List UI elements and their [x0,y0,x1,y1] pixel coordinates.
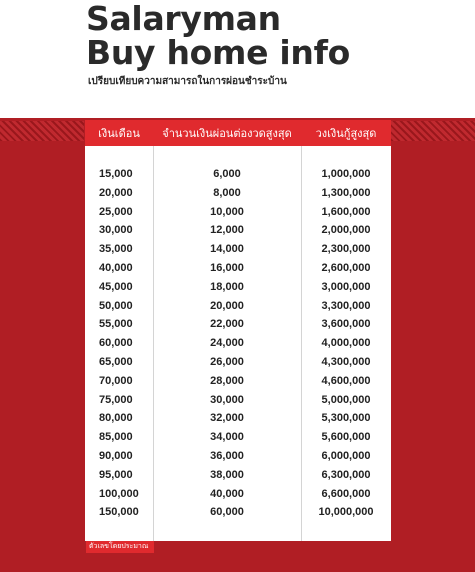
table-row [85,240,391,259]
cell-salary: 70,000 [99,374,133,387]
cell-loan: 2,300,000 [321,243,371,256]
cell-installment: 60,000 [210,506,244,519]
table-row [85,297,391,316]
cell-salary: 60,000 [99,337,133,350]
cell-salary: 35,000 [99,243,133,256]
cell-salary: 55,000 [99,318,133,331]
cell-installment: 10,000 [210,205,244,218]
cell-installment: 20,000 [210,299,244,312]
cell-loan: 6,000,000 [321,449,371,462]
table-row [85,221,391,240]
cell-salary: 30,000 [99,224,133,237]
table-row [85,315,391,334]
cell-loan: 2,600,000 [321,261,371,274]
cell-installment: 14,000 [210,243,244,256]
table-row [85,466,391,485]
table-row [85,259,391,278]
cell-installment: 16,000 [210,261,244,274]
cell-loan: 1,300,000 [321,186,371,199]
cell-salary: 80,000 [99,412,133,425]
table-row [85,184,391,203]
table-row [85,165,391,184]
cell-loan: 6,300,000 [321,468,371,481]
table-row [85,391,391,410]
title-line-1: Salaryman [86,0,281,38]
cell-salary: 90,000 [99,449,133,462]
cell-loan: 5,600,000 [321,431,371,444]
header-salary: เงินเดือน [98,127,140,140]
loan-table [85,120,391,541]
cell-loan: 6,600,000 [321,487,371,500]
hatch-pattern-right [391,121,475,141]
table-row [85,409,391,428]
cell-salary: 40,000 [99,261,133,274]
table-row [85,334,391,353]
cell-salary: 20,000 [99,186,133,199]
cell-installment: 8,000 [213,186,241,199]
cell-installment: 26,000 [210,355,244,368]
cell-loan: 1,000,000 [321,168,371,180]
table-row [85,447,391,466]
cell-salary: 45,000 [99,280,133,293]
cell-salary: 25,000 [99,205,133,218]
footnote-badge: ตัวเลขโดยประมาณ [86,541,154,553]
table-row [85,428,391,447]
header-max-loan: วงเงินกู้สูงสุด [315,127,377,140]
cell-loan: 1,600,000 [321,205,371,218]
table-header [85,120,391,146]
table-row [85,353,391,372]
cell-loan: 3,600,000 [321,318,371,331]
cell-installment: 18,000 [210,280,244,293]
table-row [85,278,391,297]
cell-salary: 85,000 [99,431,133,444]
cell-salary: 65,000 [99,355,133,368]
header-max-installment: จำนวนเงินผ่อนต่องวดสูงสุด [162,127,292,140]
cell-installment: 28,000 [210,374,244,387]
cell-salary: 100,000 [99,487,139,500]
cell-installment: 22,000 [210,318,244,331]
cell-loan: 10,000,000 [318,506,374,519]
cell-salary: 75,000 [99,393,133,406]
column-divider [153,146,154,541]
cell-installment: 24,000 [210,337,244,350]
cell-installment: 36,000 [210,449,244,462]
table-row [85,372,391,391]
cell-installment: 34,000 [210,431,244,444]
cell-loan: 2,000,000 [321,224,371,237]
table-row [85,503,391,522]
cell-installment: 38,000 [210,468,244,481]
cell-salary: 15,000 [99,168,133,180]
cell-installment: 40,000 [210,487,244,500]
cell-loan: 3,300,000 [321,299,371,312]
cell-salary: 150,000 [99,506,139,519]
title-line-2: Buy home info [86,33,350,72]
cell-salary: 95,000 [99,468,133,481]
table-row [85,485,391,504]
cell-loan: 5,000,000 [321,393,371,406]
column-divider [301,146,302,541]
subtitle: เปรียบเทียบความสามารถในการผ่อนชำระบ้าน [88,76,287,87]
table-row [85,203,391,222]
cell-loan: 3,000,000 [321,280,371,293]
cell-loan: 4,000,000 [321,337,371,350]
cell-installment: 12,000 [210,224,244,237]
cell-installment: 32,000 [210,412,244,425]
cell-installment: 30,000 [210,393,244,406]
cell-salary: 50,000 [99,299,133,312]
hatch-pattern-left [0,121,84,141]
table-body [85,146,391,541]
cell-loan: 5,300,000 [321,412,371,425]
cell-loan: 4,600,000 [321,374,371,387]
cell-loan: 4,300,000 [321,355,371,368]
page-title [86,2,350,70]
cell-installment: 6,000 [213,168,241,180]
